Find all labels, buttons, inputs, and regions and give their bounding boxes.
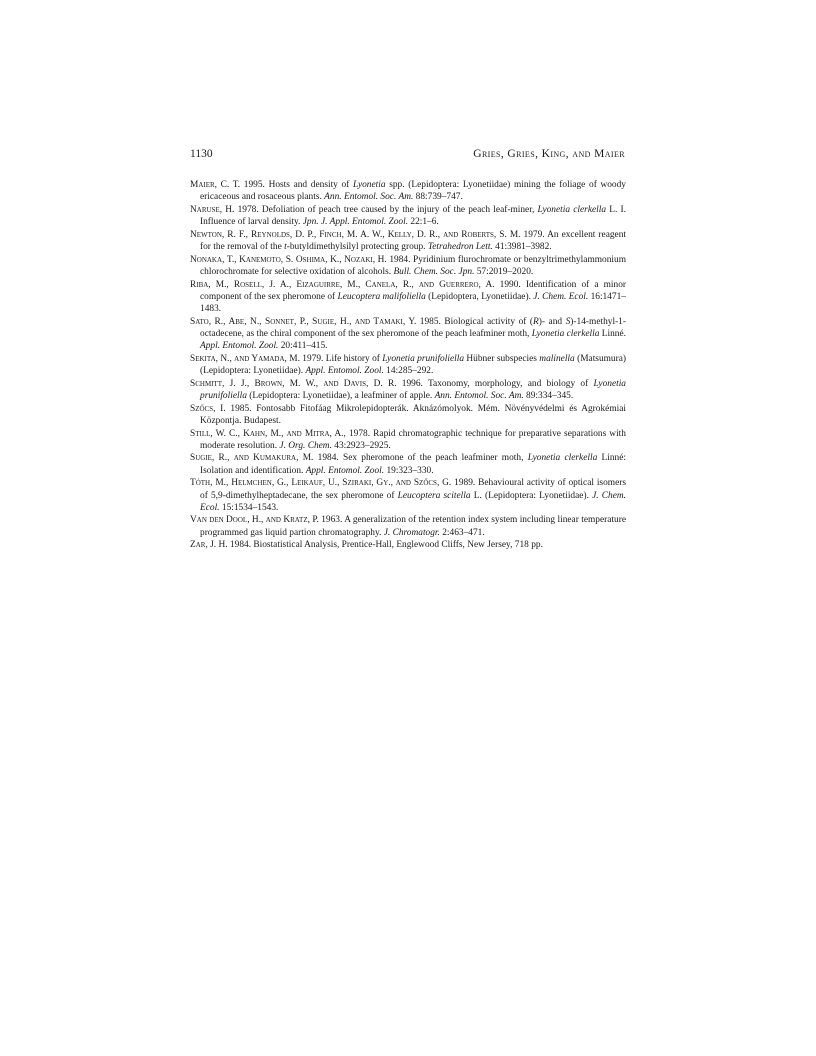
reference-authors: Still, W. C., Kahn, M., and Mitra, A., xyxy=(190,428,346,439)
reference-italic-text: Ann. Entomol. Soc. Am. xyxy=(324,192,414,203)
reference-entry xyxy=(190,316,626,353)
reference-text: 15:1534–1543. xyxy=(219,502,279,513)
reference-entry xyxy=(190,254,626,278)
reference-text: L. I. Influence of larval density. xyxy=(200,204,626,228)
reference-text: 89:334–345. xyxy=(523,390,574,401)
reference-text: 57:2019–2020. xyxy=(474,266,534,277)
reference-italic-text: Appl. Entomol. Zool. xyxy=(200,341,279,352)
reference-text: 41:3981–3982. xyxy=(492,242,552,253)
reference-italic-text: Bull. Chem. Soc. Jpn. xyxy=(393,266,475,277)
reference-authors: Riba, M., Rosell, J. A., Eizaguirre, M., Canela, R., and Guerrero, A. xyxy=(190,279,495,290)
reference-authors: Sekita, N., and Yamada, M. xyxy=(190,353,300,364)
reference-italic-text: Leucoptera malifoliella xyxy=(337,291,426,302)
reference-text: (Lepidoptera: Lyonetiidae), a leafminer of apple. xyxy=(246,390,435,401)
reference-text: 20:411–415. xyxy=(278,341,328,352)
reference-entry xyxy=(190,179,626,203)
reference-italic-text: J. Chromatogr. xyxy=(383,527,440,538)
reference-entry xyxy=(190,353,626,377)
reference-entry xyxy=(190,452,626,476)
reference-italic-text: t xyxy=(284,242,287,253)
reference-entry xyxy=(190,204,626,228)
reference-italic-text: Leucoptera scitella xyxy=(397,490,471,501)
reference-italic-text: Appl. Entomol. Zool. xyxy=(305,465,385,476)
reference-text: 88:739–747. xyxy=(413,192,463,203)
reference-list xyxy=(190,179,626,552)
reference-text: 1990. Identification of a minor component of the sex pheromone of xyxy=(200,279,627,302)
reference-italic-text: Lyonetia clerkella xyxy=(537,204,607,215)
reference-authors: Schmitt, J. J., Brown, M. W., and Davis, D. R. xyxy=(190,378,397,389)
reference-italic-text: Lyonetia prunifoliella xyxy=(382,353,465,364)
reference-text: 1979. An excellent reagent for the removal of the xyxy=(200,229,626,253)
reference-entry xyxy=(190,403,626,427)
reference-italic-text: S xyxy=(565,316,571,327)
reference-italic-text: Ann. Entomol. Soc. Am. xyxy=(434,390,524,401)
reference-italic-text: J. Chem. Ecol. xyxy=(533,291,589,302)
reference-entry xyxy=(190,378,626,402)
reference-italic-text: Lyonetia clerkella xyxy=(527,453,598,464)
reference-text: 1996. Taxonomy, morphology, and biology of xyxy=(396,378,594,389)
reference-text: 1995. Hosts and density of xyxy=(240,180,354,190)
reference-text: 1989. Behavioural activity of optical isomers of 5,9-dimethylheptadecane, the sex pheromone of xyxy=(200,478,626,501)
reference-italic-text: J. Org. Chem. xyxy=(279,440,332,451)
reference-text: 2:463–471. xyxy=(439,527,485,538)
reference-text: 1963. A generalization of the retention index system including linear temperature programmed gas liquid partion chromatography. xyxy=(200,515,626,538)
reference-text: L. (Lepidoptera: Lyonetiidae). xyxy=(470,490,593,501)
reference-text: 19:323–330. xyxy=(384,465,434,476)
reference-authors: Newton, R. F., Reynolds, D. P., Finch, M. A. W., Kelly, D. R., and Roberts, S. M. xyxy=(190,229,521,240)
reference-entry xyxy=(190,279,626,316)
reference-italic-text: Lyonetia xyxy=(353,180,386,190)
reference-text: 1979. Life history of xyxy=(299,353,383,364)
reference-authors: Nonaka, T., Kanemoto, S. Oshima, K., Nozaki, H. xyxy=(190,254,387,265)
page-number: 1130 xyxy=(190,148,213,160)
reference-text: 1985. Fontosabb Fitofáag Mikrolepidopterák. Aknázómolyok. Mém. Növényvédelmi és Agrokémiai Központja. Budapest. xyxy=(200,403,627,426)
reference-text: )- and xyxy=(538,316,566,327)
page-header xyxy=(190,148,625,164)
reference-italic-text: Tetrahedron Lett. xyxy=(427,242,493,253)
reference-text: 1984. Sex pheromone of the peach leafminer moth, xyxy=(313,453,528,464)
reference-italic-text: Lyonetia prunifoliella xyxy=(200,378,626,401)
reference-authors: Tóth, M., Helmchen, G., Leikauf, U., Sziraki, Gy., and Szőcs, G. xyxy=(190,478,452,489)
reference-text: 1984. Pyridinium flurochromate or benzyltrimethylammonium chlorochromate for selective oxidation of alcohols. xyxy=(200,254,626,277)
reference-authors: Maier, C. T. xyxy=(190,180,241,190)
reference-entry xyxy=(190,539,626,551)
reference-text: )-14-methyl-1-octadecene, as the chiral component of the sex pheromone of the peach leafminer moth, xyxy=(200,316,626,339)
reference-text: 1978. Defoliation of peach tree caused by the injury of the peach leaf-miner, xyxy=(234,204,538,215)
reference-text: spp. (Lepidoptera: Lyonetiidae) mining the foliage of woody ericaceous and rosaceous plants. xyxy=(200,180,626,203)
reference-text: Hübner subspecies xyxy=(464,353,540,364)
reference-entry xyxy=(190,477,626,514)
reference-entry xyxy=(190,229,626,253)
reference-text: (Lepidoptera, Lyonetiidae). xyxy=(425,291,534,302)
reference-text: 1985. Biological activity of ( xyxy=(416,316,534,327)
reference-text: 43:2923–2925. xyxy=(331,440,391,451)
reference-italic-text: Appl. Entomol. Zool. xyxy=(305,366,384,377)
reference-authors: Sato, R., Abe, N., Sonnet, P., Sugie, H., and Tamaki, Y. xyxy=(190,316,417,327)
reference-italic-text: malinella xyxy=(539,353,575,364)
reference-authors: Naruse, H. xyxy=(190,204,235,215)
reference-authors: Van den Dool, H., and Kratz, P. xyxy=(190,515,319,526)
reference-text: Linné: Isolation and identification. xyxy=(200,453,627,476)
reference-text: 16:1471–1483. xyxy=(200,291,626,315)
reference-text: -butyldimethylsilyl protecting group. xyxy=(286,242,428,253)
reference-entry xyxy=(190,428,626,452)
reference-text: 1984. Biostatistical Analysis, Prentice-Hall, Englewood Cliffs, New Jersey, 718 pp. xyxy=(227,540,543,551)
reference-text: 14:285–292. xyxy=(383,366,434,377)
reference-italic-text: R xyxy=(533,316,539,327)
reference-text: Linné. xyxy=(599,328,627,339)
reference-text: 22:1–6. xyxy=(408,217,439,228)
reference-authors: Szőcs, I. xyxy=(190,403,226,414)
reference-authors: Sugie, R., and Kumakura, M. xyxy=(190,453,314,464)
reference-italic-text: J. Chem. Ecol. xyxy=(200,490,626,513)
reference-italic-text: Lyonetia clerkella xyxy=(531,328,600,339)
reference-authors: Zar, J. H. xyxy=(190,540,228,551)
reference-text: (Matsumura) (Lepidoptera: Lyonetiidae). xyxy=(200,353,627,377)
reference-entry xyxy=(190,514,626,538)
reference-text: 1978. Rapid chromatographic technique for preparative separations with moderate resolution. xyxy=(200,428,626,451)
reference-italic-text: Jpn. J. Appl. Entomol. Zool. xyxy=(302,217,409,228)
running-head: Gries, Gries, King, and Maier xyxy=(473,148,625,160)
